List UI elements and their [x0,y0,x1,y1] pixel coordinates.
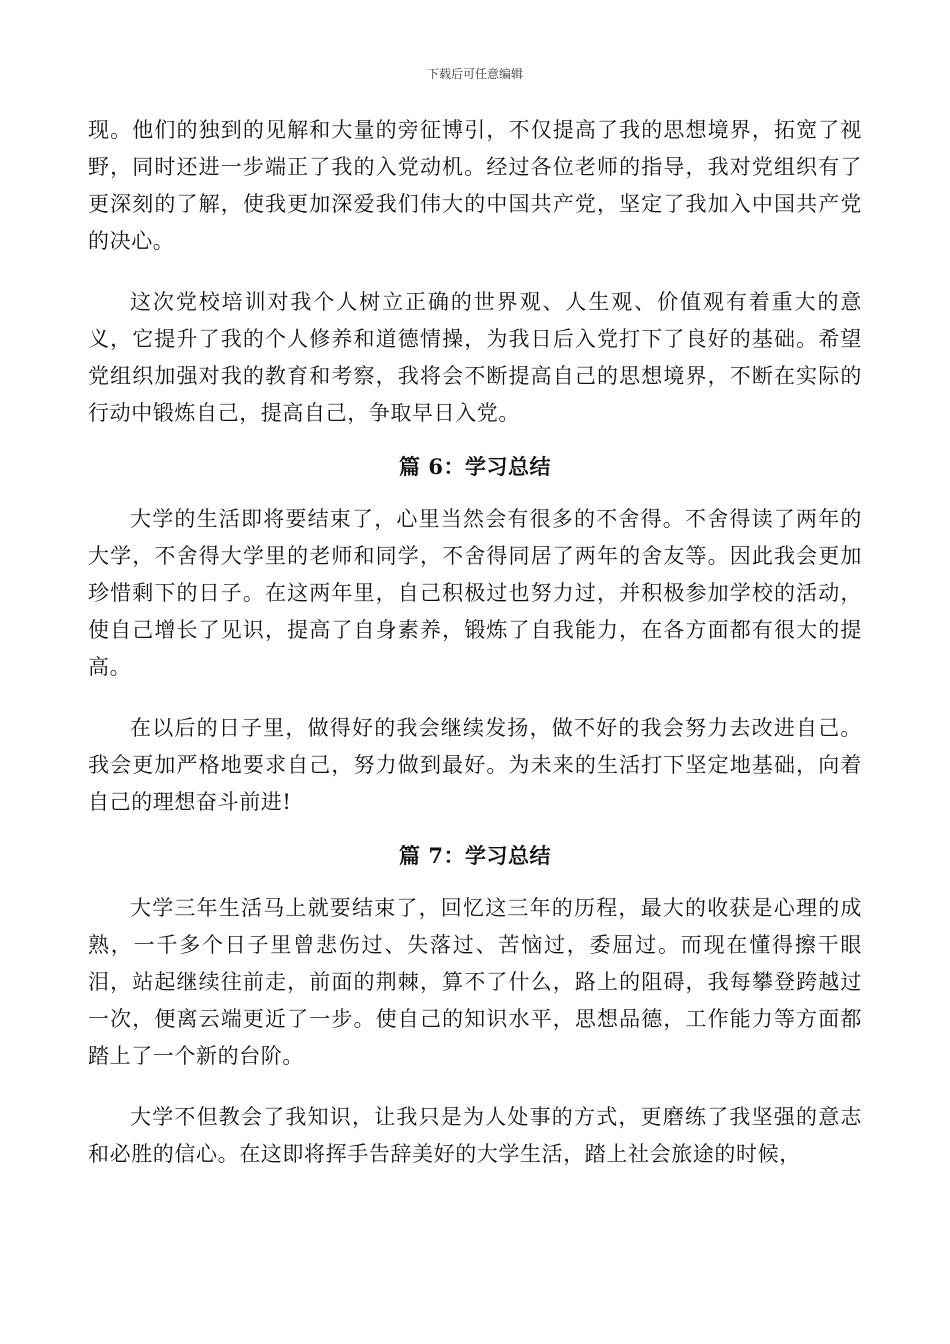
paragraph-university-life: 大学的生活即将要结束了，心里当然会有很多的不舍得。不舍得读了两年的大学，不舍得大学里的老师和同学，不舍得同居了两年的舍友等。因此我会更加珍惜剩下的日子。在这两年里，自己积极过也努力过，并积极参加学校的活动，使自己增长了见识，提高了自身素养，锻炼了自我能力，在各方面都有很大的提高。 [88,507,862,679]
header-note: 下载后可任意编辑 [426,67,523,81]
paragraph-continuation: 现。他们的独到的见解和大量的旁征博引，不仅提高了我的思想境界，拓宽了视野，同时还进一步端正了我的入党动机。经过各位老师的指导，我对党组织有了更深刻的了解，使我更加深爱我们伟大的中国共产党，坚定了我加入中国共产党的决心。 [88,118,862,253]
section-spacer [88,874,862,890]
paragraph-spacer [88,260,862,284]
paragraph-spacer [88,686,862,710]
paragraph-future-days: 在以后的日子里，做得好的我会继续发扬，做不好的我会努力去改进自己。我会更加严格地要求自己，努力做到最好。为未来的生活打下坚定地基础，向着自己的理想奋斗前进! [88,716,862,814]
section-title-6: 篇 6：学习总结 [399,454,551,479]
section-spacer [88,485,862,501]
paragraph-party-school-training: 这次党校培训对我个人树立正确的世界观、人生观、价值观有着重大的意义，它提升了我的个人修养和道德情操，为我日后入党打下了良好的基础。希望党组织加强对我的教育和考察，我将会不断提高自己的思想境界，不断在实际的行动中锻炼自己，提高自己，争取早日入党。 [88,290,862,425]
section-title-7: 篇 7：学习总结 [399,843,551,868]
section-spacer [88,432,862,448]
document-body [88,112,862,1173]
section-spacer [88,821,862,837]
paragraph-three-years: 大学三年生活马上就要结束了，回忆这三年的历程，最大的收获是心理的成熟，一千多个日子里曾悲伤过、失落过、苦恼过，委屈过。而现在懂得擦干眼泪，站起继续往前走，前面的荆棘，算不了什么，路上的阻碍，我每攀登跨越过一次，便离云端更近了一步。使自己的知识水平，思想品德，工作能力等方面都踏上了一个新的台阶。 [88,896,862,1068]
paragraph-university-teaching: 大学不但教会了我知识，让我只是为人处事的方式，更磨练了我坚强的意志和必胜的信心。在这即将挥手告辞美好的大学生活，踏上社会旅途的时候， [88,1105,862,1166]
paragraph-spacer [88,1075,862,1099]
